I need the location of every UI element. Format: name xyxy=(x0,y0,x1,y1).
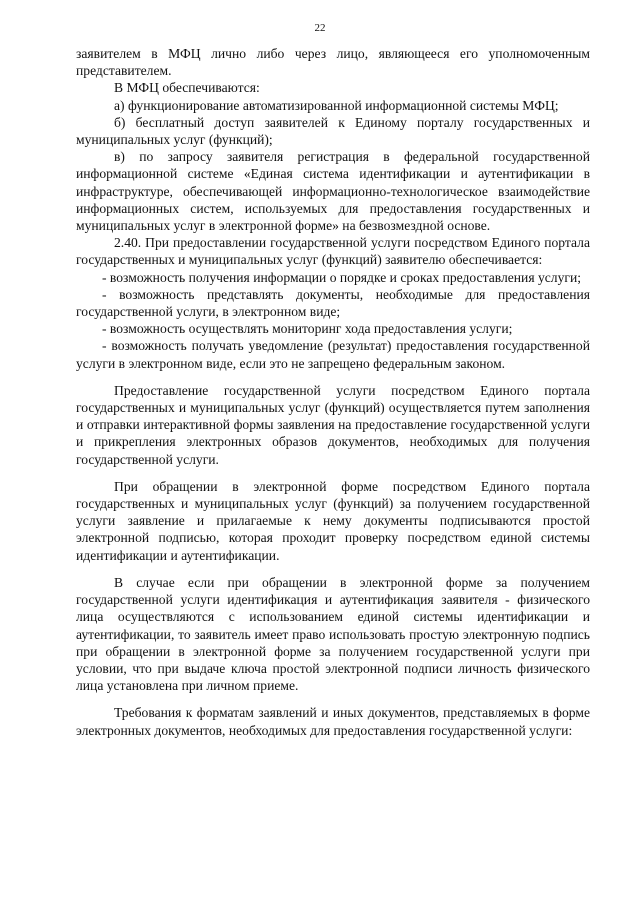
paragraph-format-requirements: Требования к форматам заявлений и иных документов, представляемых в форме электронных документов, необходимых для предоставления государственной услуги: xyxy=(76,705,590,738)
paragraph-section-2-40: 2.40. При предоставлении государственной услуги посредством Единого портала государственных и муниципальных услуг (функций) заявителю обеспечивается: xyxy=(76,235,590,268)
paragraph-authentication: В случае если при обращении в электронной форме за получением государственной услуги идентификация и аутентификация заявителя - физического лица осуществляются с использованием единой системы идентификации и аутентификации, то заявитель имеет право использовать простую электронную подпись при обращении в электронной форме за получением государственной услуги при условии, что при выдаче ключа простой электронной подписи личность физического лица установлена при личном приеме. xyxy=(76,574,590,694)
paragraph-portal-submission: Предоставление государственной услуги посредством Единого портала государственных и муниципальных услуг (функций) осуществляется путем заполнения и отправки интерактивной формы заявления на предоставление государственной услуги и прикрепления электронных образов документов, необходимых для получения государственной услуги. xyxy=(76,382,590,467)
paragraph-electronic-signature: При обращении в электронной форме посредством Единого портала государственных и муниципальных услуг (функций) за получением государственной услуги заявление и прилагаемые к нему документы подписываются простой электронной подписью, которая проходит проверку посредством единой системы идентификации и аутентификации. xyxy=(76,478,590,563)
paragraph-item-b: б) бесплатный доступ заявителей к Единому порталу государственных и муниципальных услуг (функций); xyxy=(76,114,590,148)
bullet-documents: - возможность представлять документы, необходимые для предоставления государственной услуги, в электронном виде; xyxy=(76,286,590,320)
bullet-monitoring: - возможность осуществлять мониторинг хода предоставления услуги; xyxy=(102,321,513,337)
page-number: 22 xyxy=(314,22,326,34)
paragraph-item-a: а) функционирование автоматизированной информационной системы МФЦ; xyxy=(114,97,559,113)
bullet-notification: - возможность получать уведомление (результат) предоставления государственной услуги в электронном виде, если это не запрещено федеральным законом. xyxy=(76,338,590,371)
paragraph-continuation: заявителем в МФЦ лично либо через лицо, являющееся его уполномоченным представителем. xyxy=(76,46,590,79)
paragraph-mfc-intro: В МФЦ обеспечиваются: xyxy=(114,80,260,96)
document-body xyxy=(76,45,590,739)
bullet-info: - возможность получения информации о порядке и сроках предоставления услуги; xyxy=(102,269,582,285)
paragraph-item-v: в) по запросу заявителя регистрация в федеральной государственной информационной системе «Единая система идентификации и аутентификации в инфраструктуре, обеспечивающей информационно-технологическое взаимодействие информационных систем, используемых для предоставления государственных и муниципальных услуг в электронной форме» на безвозмездной основе. xyxy=(76,149,590,234)
